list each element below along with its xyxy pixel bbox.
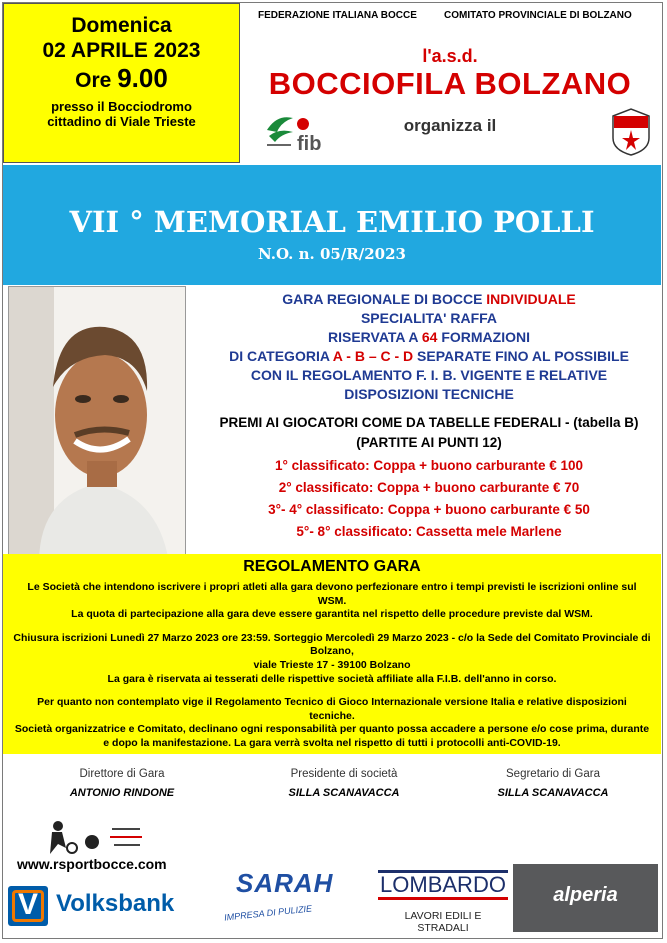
regolamento-p6: Per quanto non contemplato vige il Regolamento Tecnico di Gioco Internazionale versione Italia e relative disposizioni tecniche.: [37, 696, 627, 722]
gara-line-5: CON IL REGOLAMENTO F. I. B. VIGENTE E RELATIVE: [250, 367, 608, 383]
official-role: Segretario di Gara: [506, 768, 600, 780]
gara-line-1-text: GARA REGIONALE DI BOCCE: [282, 291, 487, 307]
regolamento-p1: Le Società che intendono iscrivere i propri atleti alla gara devono perfezionare entro i tempi previsti le iscrizioni online sul WSM.: [27, 581, 637, 607]
event-time-value: 9.00: [117, 63, 168, 93]
gara-line-1: [195, 290, 663, 309]
lombardo-subtitle: LAVORI EDILI E STRADALI: [404, 910, 482, 934]
rsport-website-link[interactable]: www.rsportbocce.com: [17, 856, 167, 872]
event-time-prefix: Ore: [75, 69, 112, 92]
official-role: Presidente di società: [290, 768, 398, 780]
prize-item: 2° classificato: Coppa + buono carburante € 70: [278, 480, 580, 495]
volksbank-name: Volksbank: [56, 890, 175, 917]
alperia-name: alperia: [553, 884, 618, 906]
premi-line-1: PREMI AI GIOCATORI COME DA TABELLE FEDERALI - (tabella B): [219, 415, 639, 430]
event-place-line1: presso il Bocciodromo: [51, 99, 192, 114]
regolamento-body: [13, 581, 651, 751]
regolamento-section: [3, 554, 661, 754]
prize-item: 3°- 4° classificato: Coppa + buono carburante € 50: [268, 502, 590, 517]
gara-type: INDIVIDUALE: [486, 291, 576, 307]
official-president: [244, 768, 444, 799]
fib-logo-text: fib: [297, 133, 322, 154]
portrait-image: [9, 287, 186, 562]
volksbank-logo: [8, 882, 198, 930]
committee-name: COMITATO PROVINCIALE DI BOLZANO: [444, 10, 632, 21]
regolamento-p4: viale Trieste 17 - 39100 Bolzano: [253, 658, 411, 671]
gara-line-4: [195, 347, 663, 366]
gara-line-3-c: FORMAZIONI: [437, 329, 530, 345]
volksbank-v-icon: [8, 886, 48, 926]
lombardo-name: LOMBARDO: [378, 870, 508, 900]
bolzano-crest-icon: [612, 108, 650, 156]
gara-line-6: DISPOSIZIONI TECNICHE: [344, 386, 514, 402]
official-director: [22, 768, 222, 799]
federation-name: FEDERAZIONE ITALIANA BOCCE: [258, 10, 417, 21]
event-place-line2: cittadino di Viale Trieste: [47, 114, 196, 129]
prize-item: 1° classificato: Coppa + buono carburante € 100: [274, 458, 584, 473]
gara-categories: A - B – C - D: [332, 348, 414, 364]
official-secretary: [453, 768, 653, 799]
prize-list: [195, 455, 663, 543]
regolamento-title: REGOLAMENTO GARA: [243, 558, 421, 575]
event-time: [4, 64, 239, 95]
regolamento-p3: Chiusura iscrizioni Lunedì 27 Marzo 2023 ore 23:59. Sorteggio Mercoledì 29 Marzo 2023 - c/o la Sede del Comitato Provinciale di Bolzano,: [13, 631, 651, 658]
event-date: 02 APRILE 2023: [42, 39, 201, 62]
sarah-logo: [214, 868, 364, 928]
club-name: BOCCIOFILA BOLZANO: [268, 66, 632, 101]
event-date-box: [3, 3, 240, 163]
rsport-logo-icon: [44, 818, 174, 858]
premi-line-2: (PARTITE AI PUNTI 12): [356, 435, 502, 450]
memorial-title: VII ° MEMORIAL EMILIO POLLI: [69, 205, 595, 239]
gara-line-3: [195, 328, 663, 347]
regolamento-p7: Società organizzatrice e Comitato, declinano ogni responsabilità per quanto possa accadere a persone e/o cose prima, durante e dopo la manifestazione. La gara verrà svolta nel rispetto di tutti i protocolli anti-COVID-19.: [14, 723, 650, 749]
premi-header: [195, 413, 663, 453]
event-place: [4, 99, 239, 129]
gara-line-4-a: DI CATEGORIA: [229, 348, 333, 364]
volksbank-v-letter: V: [17, 888, 38, 921]
regolamento-p2: La quota di partecipazione alla gara deve essere garantita nel rispetto delle procedure previste dal WSM.: [71, 608, 593, 621]
official-name: ANTONIO RINDONE: [69, 787, 175, 799]
gara-line-4-c: SEPARATE FINO AL POSSIBILE: [413, 348, 629, 364]
official-name: SILLA SCANAVACCA: [288, 787, 400, 799]
asd-label: l'a.s.d.: [422, 46, 478, 66]
sarah-name: SARAH: [236, 868, 334, 898]
memorial-number: N.O. n. 05/R/2023: [257, 245, 406, 263]
regolamento-p5: La gara è riservata ai tesserati delle rispettive società affiliate alla F.I.B. dell'anno in corso.: [107, 672, 557, 685]
sarah-subtitle: IMPRESA DI PULIZIE: [223, 903, 313, 923]
memorial-banner: [3, 165, 661, 285]
alperia-logo: [513, 864, 658, 932]
gara-details: [195, 290, 663, 404]
organizes-label: organizza il: [403, 116, 497, 135]
prize-item: 5°- 8° classificato: Cassetta mele Marlene: [296, 524, 562, 539]
fib-logo-icon: [263, 110, 333, 154]
gara-line-3-a: RISERVATA A: [328, 329, 422, 345]
gara-line-2: SPECIALITA' RAFFA: [360, 310, 498, 326]
official-role: Direttore di Gara: [79, 768, 165, 780]
portrait-photo: [8, 286, 186, 562]
gara-formations-count: 64: [421, 329, 438, 345]
event-day: Domenica: [71, 14, 172, 37]
official-name: SILLA SCANAVACCA: [497, 787, 609, 799]
lombardo-logo: [378, 870, 508, 934]
